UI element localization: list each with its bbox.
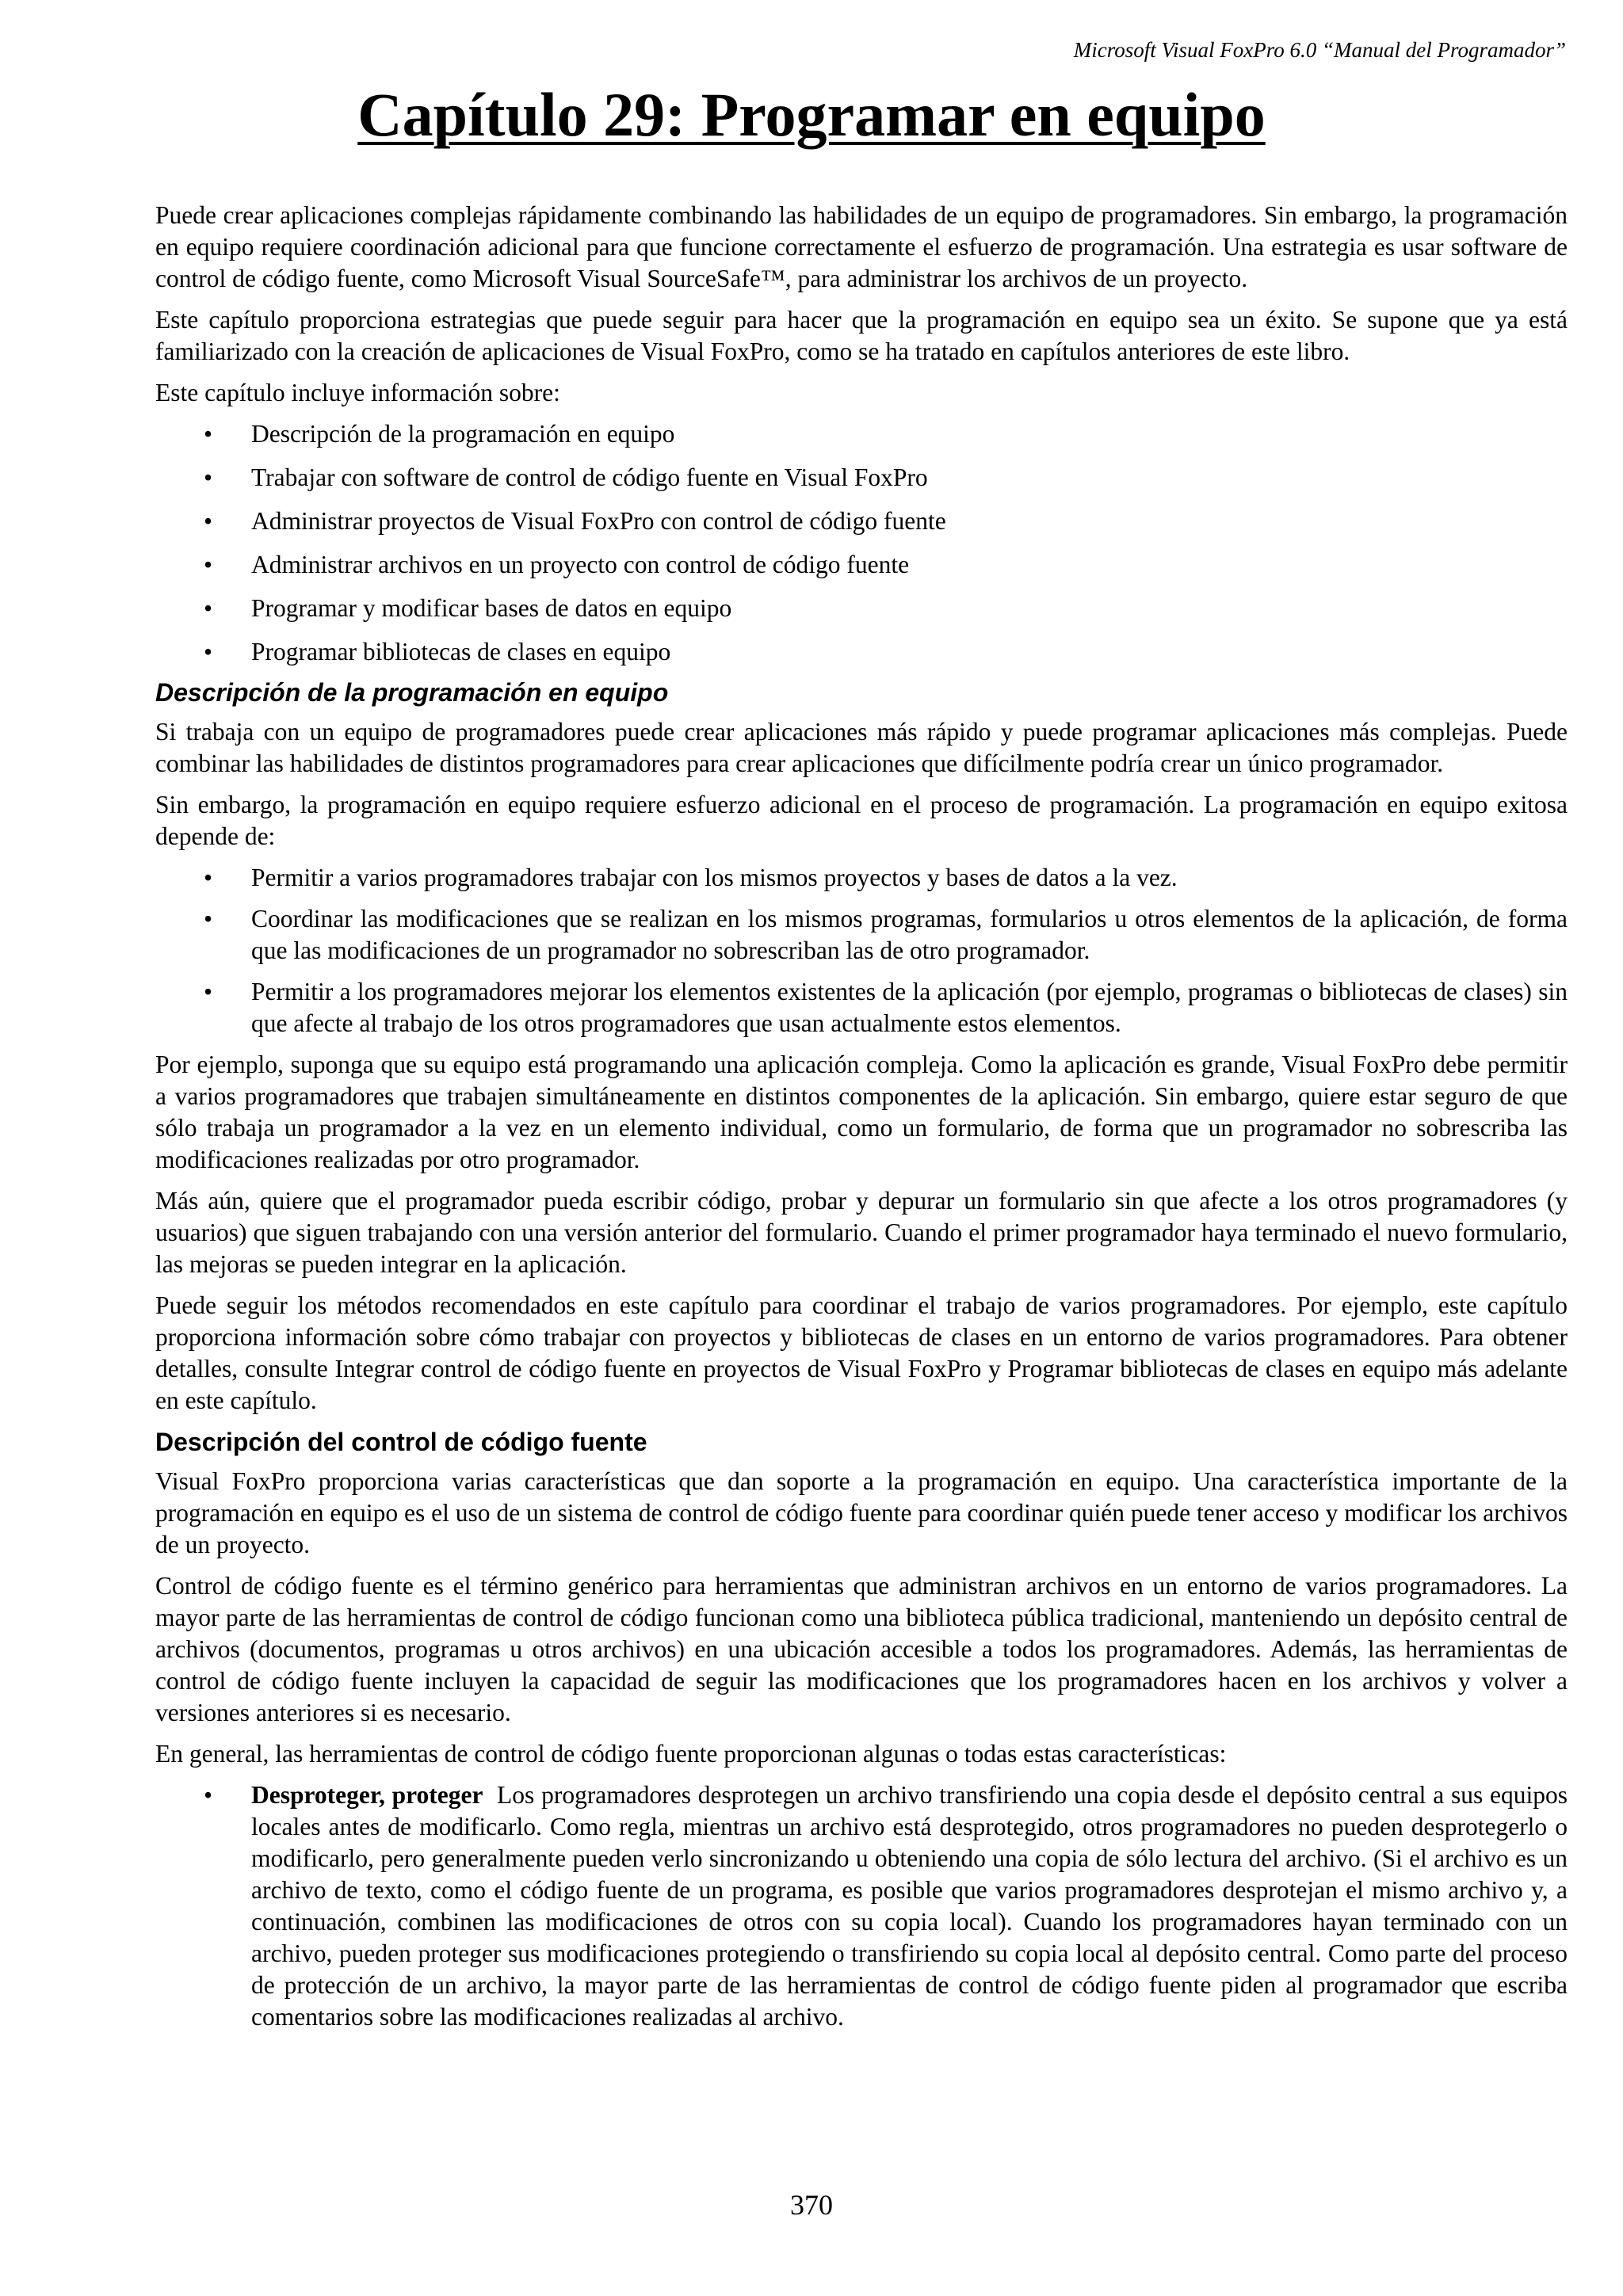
body-paragraph: Si trabaja con un equipo de programadores puede crear aplicaciones más rápido y puede programar aplicaciones más complejas. Puede combinar las habilidades de distintos programadores para crear aplicaciones que difícilmente podría crear un único programador. (155, 718, 1568, 777)
topic-item: • Programar bibliotecas de clases en equipo (251, 636, 1568, 668)
topic-item: • Trabajar con software de control de código fuente en Visual FoxPro (251, 462, 1568, 494)
topics-list (155, 418, 1568, 668)
body-paragraph: Visual FoxPro proporciona varias características que dan soporte a la programación en equipo. Una característica importante de la programación en equipo es el uso de un sistema de control de código fuente para coordinar quién puede tener acceso y modificar los archivos de un proyecto. (155, 1467, 1568, 1558)
running-head: Microsoft Visual FoxPro 6.0 “Manual del Programador” (1073, 38, 1566, 62)
feature-term: Desproteger, proteger (251, 1781, 483, 1809)
section-heading-source-control: Descripción del control de código fuente (155, 1428, 647, 1456)
body-paragraph: En general, las herramientas de control de código fuente proporcionan algunas o todas estas características: (155, 1740, 1227, 1768)
page-number: 370 (790, 2189, 833, 2221)
body-paragraph: Más aún, quiere que el programador pueda escribir código, probar y depurar un formulario sin que afecte a los otros programadores (y usuarios) que siguen trabajando con una versión anterior del formulario. Cuando el primer programador haya terminado el nuevo formulario, las mejoras se pueden integrar en la aplicación. (155, 1187, 1568, 1278)
requirement-item: • Permitir a los programadores mejorar los elementos existentes de la aplicación (por ejemplo, programas o bibliotecas de clases) sin que afecte al trabajo de los otros programadores que usan actualmente estos elementos. (251, 976, 1568, 1039)
page-content (155, 200, 1568, 2042)
section-heading-team-programming: Descripción de la programación en equipo (155, 678, 669, 707)
requirement-item: • Permitir a varios programadores trabajar con los mismos proyectos y bases de datos a la vez. (251, 862, 1568, 894)
body-paragraph: Por ejemplo, suponga que su equipo está programando una aplicación compleja. Como la aplicación es grande, Visual FoxPro debe permitir a varios programadores que trabajen simultáneamente en distintos componentes de la aplicación. Sin embargo, quiere estar seguro de que sólo trabaja un programador a la vez en un elemento individual, como un formulario, de forma que un programador no sobrescriba las modificaciones realizadas por otro programador. (155, 1051, 1568, 1173)
body-paragraph: Puede seguir los métodos recomendados en este capítulo para coordinar el trabajo de varios programadores. Por ejemplo, este capítulo proporciona información sobre cómo trabajar con proyectos y bibliotecas de clases en un entorno de varios programadores. Para obtener detalles, consulte Integrar control de código fuente en proyectos de Visual FoxPro y Programar bibliotecas de clases en equipo más adelante en este capítulo. (155, 1291, 1568, 1414)
feature-item (251, 1779, 1568, 2033)
body-paragraph: Sin embargo, la programación en equipo requiere esfuerzo adicional en el proceso de programación. La programación en equipo exitosa depende de: (155, 791, 1568, 850)
requirements-list (155, 862, 1568, 1039)
requirement-item: • Coordinar las modificaciones que se realizan en los mismos programas, formularios u otros elementos de la aplicación, de forma que las modificaciones de un programador no sobrescriban las de otro programador. (251, 903, 1568, 967)
topic-item: • Administrar archivos en un proyecto con control de código fuente (251, 549, 1568, 581)
intro-paragraph: Este capítulo incluye información sobre: (155, 379, 560, 406)
features-list (155, 1779, 1568, 2033)
topic-item: • Programar y modificar bases de datos en equipo (251, 593, 1568, 624)
topic-item: • Descripción de la programación en equipo (251, 418, 1568, 450)
chapter-title: Capítulo 29: Programar en equipo (357, 80, 1266, 149)
intro-paragraph: Puede crear aplicaciones complejas rápidamente combinando las habilidades de un equipo de programadores. Sin embargo, la programación en equipo requiere coordinación adicional para que funcione correctamente el esfuerzo de programación. Una estrategia es usar software de control de código fuente, como Microsoft Visual SourceSafe™, para administrar los archivos de un proyecto. (155, 201, 1568, 292)
topic-item: • Administrar proyectos de Visual FoxPro con control de código fuente (251, 505, 1568, 537)
feature-description: Los programadores desprotegen un archivo transfiriendo una copia desde el depósito central a sus equipos locales antes de modificarlo. Como regla, mientras un archivo está desprotegido, otros programadores no pueden desprotegerlo o modificarlo, pero generalmente pueden verlo sincronizando u obteniendo una copia de sólo lectura del archivo. (Si el archivo es un archivo de texto, como el código fuente de un programa, es posible que varios programadores desprotejan el mismo archivo y, a continuación, combinen las modificaciones de otros con su copia local). Cuando los programadores hayan terminado con un archivo, pueden proteger sus modificaciones protegiendo o transfiriendo su copia local al depósito central. Como parte del proceso de protección de un archivo, la mayor parte de las herramientas de control de código fuente piden al programador que escriba comentarios sobre las modificaciones realizadas al archivo. (251, 1781, 1568, 2031)
intro-paragraph: Este capítulo proporciona estrategias que puede seguir para hacer que la programación en equipo sea un éxito. Se supone que ya está familiarizado con la creación de aplicaciones de Visual FoxPro, como se ha tratado en capítulos anteriores de este libro. (155, 306, 1568, 365)
body-paragraph: Control de código fuente es el término genérico para herramientas que administran archivos en un entorno de varios programadores. La mayor parte de las herramientas de control de código funcionan como una biblioteca pública tradicional, manteniendo un depósito central de archivos (documentos, programas u otros archivos) en una ubicación accesible a todos los programadores. Además, las herramientas de control de código fuente incluyen la capacidad de seguir las modificaciones que los programadores hacen en los archivos y volver a versiones anteriores si es necesario. (155, 1572, 1568, 1726)
